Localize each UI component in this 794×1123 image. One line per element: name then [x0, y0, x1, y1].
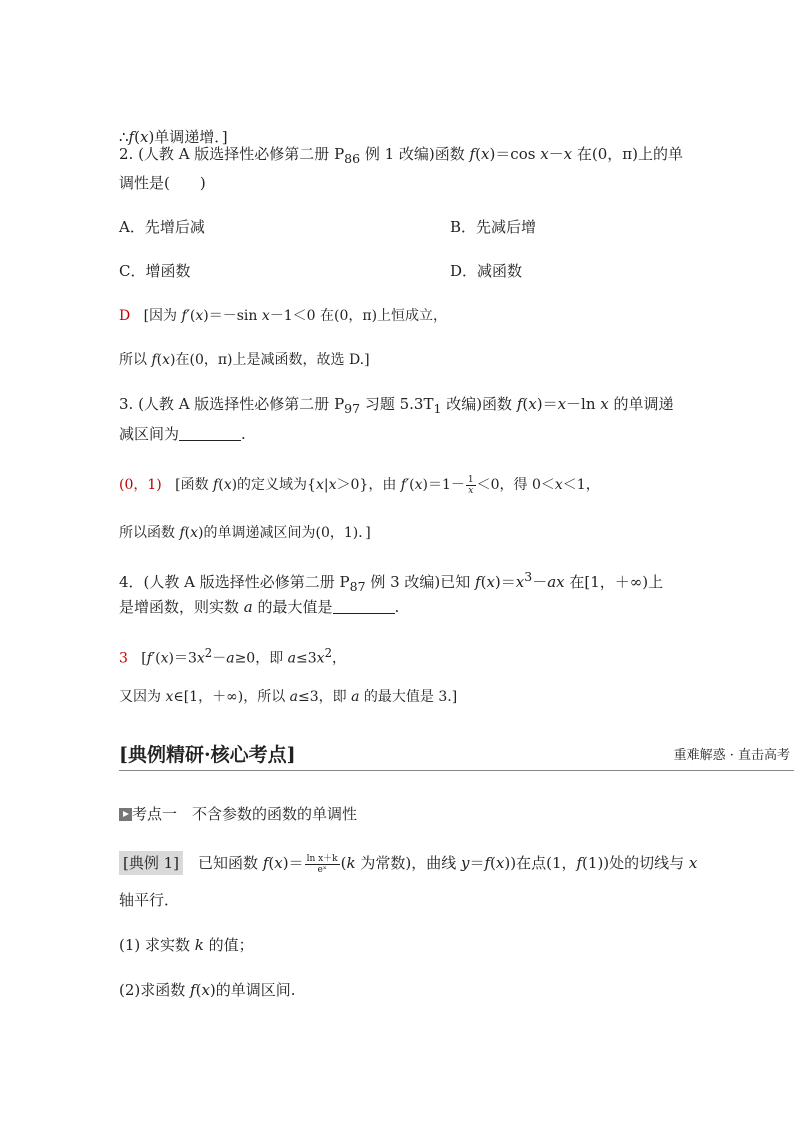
- math-var: k: [346, 854, 356, 872]
- text: ＜1，: [562, 477, 600, 493]
- therefore-symbol: ∴: [119, 128, 129, 146]
- math-var: f′: [400, 477, 410, 493]
- section-header: [119, 742, 794, 771]
- text: 在(0，π)上的单: [572, 145, 684, 163]
- text: －ln: [566, 395, 601, 413]
- text: )＝cos: [489, 145, 541, 163]
- text: ≤3，即: [298, 689, 352, 705]
- math-var: x: [139, 128, 149, 146]
- q4-answer: 3: [119, 650, 128, 667]
- math-var: f: [213, 477, 219, 493]
- math-var: x: [540, 145, 549, 163]
- text: 所以: [119, 352, 152, 368]
- math-var: f′: [181, 308, 190, 324]
- math-var: a: [287, 650, 297, 667]
- math-var: a: [226, 650, 235, 667]
- text: －: [532, 573, 548, 591]
- text: －1＜0 在(0，π)上恒成立，: [269, 308, 448, 324]
- answer-blank: [333, 599, 395, 614]
- fraction: [466, 475, 476, 496]
- text: 2. (人教 A 版选择性必修第二册 P: [119, 145, 345, 163]
- example-tag: [典例 1]: [119, 851, 183, 875]
- math-var: x: [328, 477, 337, 493]
- subscript: 1: [433, 401, 442, 416]
- q3-stem-line2: [119, 423, 246, 445]
- section-title: [典例精研·核心考点]: [119, 744, 296, 766]
- math-var: a: [351, 689, 360, 705]
- math-var: x: [600, 395, 609, 413]
- math-var: k: [194, 936, 204, 954]
- text: 单调递增．]: [154, 128, 228, 146]
- math-var: x: [223, 477, 232, 493]
- answer-blank: [179, 426, 241, 441]
- fraction-numerator: ln x＋k: [306, 853, 338, 864]
- example-stem-line1: [典例 1] 已知函数 f(x)＝ $\frac{\text{ln x＋k}}{\text{eˣ}}$ (k 为常数)，曲线 y＝f(x))在点(1，f(1))处的切线与 x: [119, 852, 697, 875]
- q3-answer: (0，1): [119, 477, 162, 493]
- text: ＝: [469, 854, 485, 872]
- math-var: x: [528, 395, 537, 413]
- text: |: [323, 477, 329, 493]
- text: ，: [331, 650, 346, 667]
- q2-solution-line1: D [因为 f′(x)＝－sin x－1＜0 在(0，π)上恒成立，: [119, 308, 448, 324]
- text: [因为: [143, 308, 182, 324]
- math-var: f: [469, 145, 476, 163]
- text: 减区间为: [119, 425, 180, 443]
- superscript: 3: [524, 569, 533, 584]
- subscript: 97: [344, 401, 361, 416]
- topic-text: 不含参数的函数的单调性: [177, 805, 358, 823]
- topic-label: 考点一: [132, 805, 178, 823]
- text: 例 1 改编)函数: [360, 145, 470, 163]
- q4-stem-line2: [119, 596, 399, 618]
- text: [函数: [175, 477, 214, 493]
- math-var: f: [262, 854, 269, 872]
- text: (: [340, 854, 347, 872]
- fraction-denominator: x: [468, 485, 474, 496]
- section-subtitle: 重难解惑 · 直击高考: [673, 748, 790, 763]
- math-var: y: [460, 854, 470, 872]
- math-var: x: [162, 352, 171, 368]
- text: )＝: [282, 854, 304, 872]
- text: )的单调递减区间为(0，1)．]: [198, 525, 371, 541]
- text: 的单调递: [608, 395, 674, 413]
- subscript: 87: [349, 579, 366, 594]
- math-var: f: [576, 854, 583, 872]
- q2-option-a: A．先增后减: [119, 218, 205, 236]
- math-var: x: [557, 395, 567, 413]
- math-var: x: [160, 650, 169, 667]
- q2-stem-line1: 2. (人教 A 版选择性必修第二册 $P_{86}$ 例 1 改编)函数 f(x)＝cos x－x 在(0，π)上的单: [119, 145, 684, 166]
- math-var: x: [515, 573, 525, 591]
- math-var: f: [484, 854, 491, 872]
- math-var: x: [190, 525, 199, 541]
- math-var: x: [554, 477, 563, 493]
- text: ≥0，即: [234, 650, 288, 667]
- q4-stem-line1: 4．(人教 A 版选择性必修第二册 $P_{87}$ 例 3 改编)已知 $f(x)=x^3-ax$ 在[1，＋∞)上: [119, 569, 664, 594]
- fraction: [305, 854, 340, 875]
- text: .: [394, 598, 400, 616]
- text: 在[1，＋∞)上: [564, 573, 664, 591]
- math-var: x: [316, 650, 325, 667]
- text: 的最大值是: [252, 598, 333, 616]
- q2-option-b: B．先减后增: [450, 218, 537, 236]
- text: (1) 求实数: [119, 936, 195, 954]
- topic-heading: [119, 803, 357, 825]
- text: 3. (人教 A 版选择性必修第二册 P: [119, 395, 345, 413]
- text: －: [212, 650, 227, 667]
- math-var: x: [274, 854, 283, 872]
- math-var: x: [495, 854, 505, 872]
- text: ≤3: [296, 650, 317, 667]
- play-triangle-icon: [119, 808, 132, 821]
- q4-solution-line2: [119, 686, 457, 708]
- q2-solution-line2: 所以 f(x)在(0，π)上是减函数，故选 D.]: [119, 352, 370, 368]
- text: ＜0，得 0＜: [476, 477, 555, 493]
- math-var: x: [480, 145, 490, 163]
- math-var: x: [563, 145, 573, 163]
- math-var: x: [196, 650, 205, 667]
- text: 为常数)，曲线: [355, 854, 461, 872]
- fraction-numerator: 1: [467, 474, 474, 485]
- example-subquestion-1: [119, 934, 254, 956]
- math-var: f: [516, 395, 523, 413]
- text: －: [548, 145, 564, 163]
- math-var: f: [128, 128, 135, 146]
- math-var: x: [195, 308, 204, 324]
- text: 已知函数: [183, 854, 263, 872]
- text: 又因为: [119, 689, 166, 705]
- q3-stem-line1: 3. (人教 A 版选择性必修第二册 $P_{97}$ 习题 $5.3T_1$ 改编)函数 f(x)＝x－ln x 的单调递: [119, 395, 674, 416]
- math-var: a: [289, 689, 299, 705]
- text: )＝1－: [422, 477, 465, 493]
- math-var: a: [243, 598, 253, 616]
- text: )的定义域为{: [231, 477, 316, 493]
- text: )＝: [494, 573, 516, 591]
- math-var: x: [486, 573, 495, 591]
- q2-option-d: D．减函数: [450, 262, 523, 280]
- subscript: 86: [344, 151, 361, 166]
- text: 习题 5.3T: [360, 395, 434, 413]
- math-var: f: [179, 525, 185, 541]
- text: ∈[1，＋∞)，所以: [173, 689, 290, 705]
- superscript: 2: [324, 646, 332, 660]
- text: )在(0，π)上是减函数，故选 D.]: [170, 352, 370, 368]
- text: (1))处的切线与: [582, 854, 689, 872]
- fraction-denominator: eˣ: [317, 864, 327, 875]
- math-var: ax: [547, 573, 565, 591]
- q3-solution-line1: (0，1) [函数 f(x)的定义域为{x|x＞0}，由 f′(x)＝1－ $\frac{1}{x}$ ＜0，得 0＜x＜1，: [119, 474, 600, 496]
- text: 4．(人教 A 版选择性必修第二册 P: [119, 573, 350, 591]
- math-var: x: [165, 689, 174, 705]
- math-var: f: [475, 573, 481, 591]
- q4-solution-line1: 3 [$f'(x)=3x^2-a\ge 0$，即 $a\le 3x^2$，: [119, 646, 346, 667]
- math-var: f′: [146, 650, 156, 667]
- text: )在点(1，: [510, 854, 577, 872]
- text: )＝: [536, 395, 558, 413]
- text: 的最大值是 3.]: [359, 689, 458, 705]
- superscript: 2: [204, 646, 213, 660]
- math-var: x: [201, 981, 210, 999]
- math-var: x: [688, 854, 698, 872]
- text: )＝3: [168, 650, 197, 667]
- text: 例 3 改编)已知: [365, 573, 476, 591]
- text: [: [141, 650, 147, 667]
- text: )＝－sin: [203, 308, 262, 324]
- math-var: f: [151, 352, 157, 368]
- example-subquestion-2: (2)求函数 f(x)的单调区间.: [119, 981, 296, 999]
- text: 所以函数: [119, 525, 180, 541]
- math-var: x: [315, 477, 324, 493]
- q2-stem-line2: 调性是( ): [119, 174, 206, 192]
- q2-answer: D: [119, 308, 131, 324]
- text: 是增函数，则实数: [119, 598, 244, 616]
- text: )的单调区间.: [209, 981, 296, 999]
- q3-solution-line2: 所以函数 f(x)的单调递减区间为(0，1)．]: [119, 525, 371, 541]
- text: (2)求函数: [119, 981, 191, 999]
- math-var: f: [190, 981, 196, 999]
- math-var: x: [414, 477, 423, 493]
- prev-solution-tail: ∴f(x)单调递增．]: [119, 128, 228, 146]
- math-var: x: [261, 308, 270, 324]
- q2-option-c: C．增函数: [119, 262, 191, 280]
- text: 改编)函数: [441, 395, 517, 413]
- text: 的值；: [203, 936, 254, 954]
- text: .: [241, 425, 246, 443]
- text: ＞0}，由: [336, 477, 401, 493]
- example-stem-line2: 轴平行．: [119, 891, 180, 909]
